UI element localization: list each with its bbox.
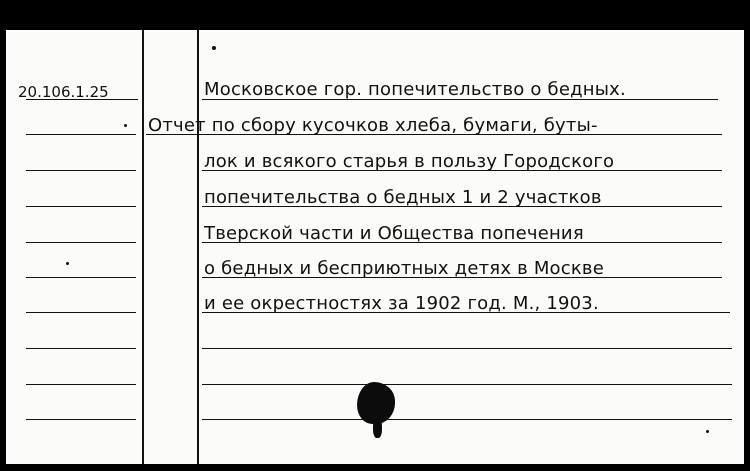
ink-speck (66, 262, 69, 265)
ruled-line (26, 206, 136, 207)
ink-speck (212, 46, 216, 50)
ruled-line (202, 348, 732, 349)
right-margin-line (197, 30, 199, 464)
entry-line-4: попечительства о бедных 1 и 2 участков (204, 187, 602, 208)
entry-line-1: Московское гор. попечительство о бедных. (204, 79, 626, 100)
left-margin-line (142, 30, 144, 464)
ruled-line (26, 419, 136, 420)
entry-line-3: лок и всякого старья в пользу Городского (204, 151, 615, 172)
ruled-line (26, 170, 136, 171)
ruled-line (26, 312, 136, 313)
entry-line-2: Отчет по сбору кусочков хлеба, бумаги, буты- (148, 115, 598, 136)
ink-speck (124, 124, 127, 127)
ruled-line (26, 348, 136, 349)
call-number: 20.106.1.25 (18, 83, 109, 101)
entry-line-7: и ее окрестностях за 1902 год. М., 1903. (204, 293, 599, 314)
entry-line-5: Тверской части и Общества попечения (204, 223, 584, 244)
ruled-line (26, 384, 136, 385)
catalog-card (6, 30, 744, 464)
ruled-line (26, 134, 136, 135)
ruled-line (26, 242, 136, 243)
ink-speck (706, 430, 709, 433)
ruled-line (26, 277, 136, 278)
ruled-line (202, 384, 732, 385)
entry-line-6: о бедных и бесприютных детях в Москве (204, 258, 605, 279)
ruled-line (202, 419, 732, 420)
ink-blot-drip (373, 418, 382, 438)
